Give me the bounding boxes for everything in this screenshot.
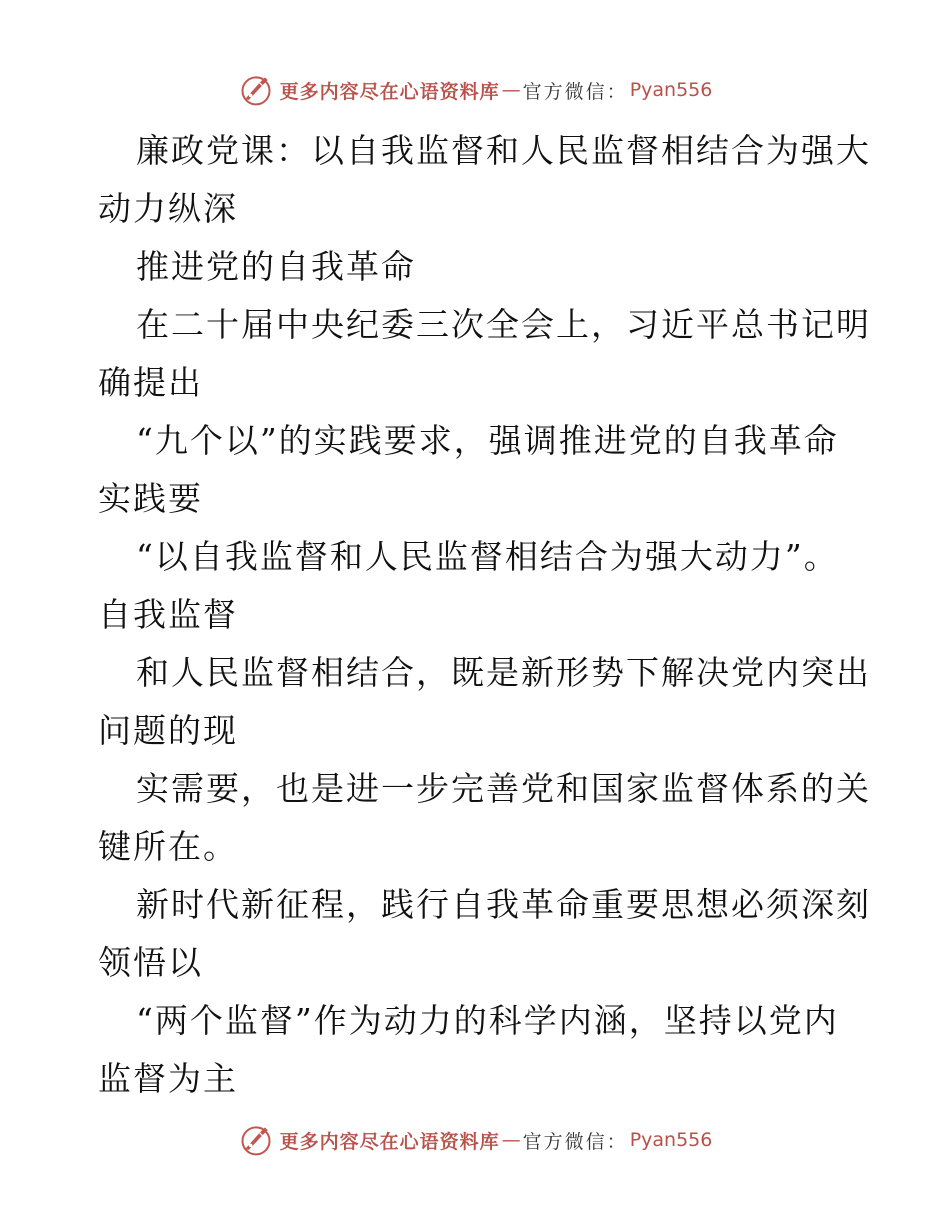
text-line-title-1: 廉政党课：以自我监督和人民监督相结合为强大 [136, 131, 871, 170]
text-line: “九个以”的实践要求，强调推进党的自我革命 [136, 421, 839, 460]
text-line: 新时代新征程，践行自我革命重要思想必须深刻 [136, 885, 871, 924]
text-line-title-2: 动力纵深 [98, 189, 238, 228]
footer-watermark [0, 1120, 950, 1160]
text-line: 监督为主 [98, 1059, 238, 1098]
header-dash: — [501, 79, 521, 101]
header-wechat-id: Pyan556 [629, 79, 713, 101]
text-line: 键所在。 [98, 827, 238, 866]
footer-dash: — [501, 1129, 521, 1151]
text-line-title-3: 推进党的自我革命 [136, 247, 416, 286]
text-line: “两个监督”作为动力的科学内涵，坚持以党内 [136, 1001, 839, 1040]
text-line: 问题的现 [98, 711, 238, 750]
text-line: 实需要，也是进一步完善党和国家监督体系的关 [136, 769, 871, 808]
pen-nib-logo-icon [238, 72, 274, 108]
footer-official-label: 官方微信： [522, 1130, 628, 1153]
footer-brand-text: 更多内容尽在心语资料库 [279, 1130, 500, 1153]
text-line: 实践要 [98, 479, 203, 518]
text-line: 在二十届中央纪委三次全会上，习近平总书记明 [136, 305, 871, 344]
pen-nib-logo-icon [238, 1122, 274, 1158]
text-line: 自我监督 [98, 595, 238, 634]
footer-wechat-id: Pyan556 [629, 1129, 713, 1151]
text-line: “以自我监督和人民监督相结合为强大动力”。 [136, 537, 839, 576]
header-brand-text: 更多内容尽在心语资料库 [279, 80, 500, 103]
document-body [98, 122, 871, 1108]
text-line: 和人民监督相结合，既是新形势下解决党内突出 [136, 653, 871, 692]
text-line: 确提出 [98, 363, 203, 402]
header-watermark [0, 70, 950, 110]
text-line: 领悟以 [98, 943, 203, 982]
header-official-label: 官方微信： [522, 80, 628, 103]
